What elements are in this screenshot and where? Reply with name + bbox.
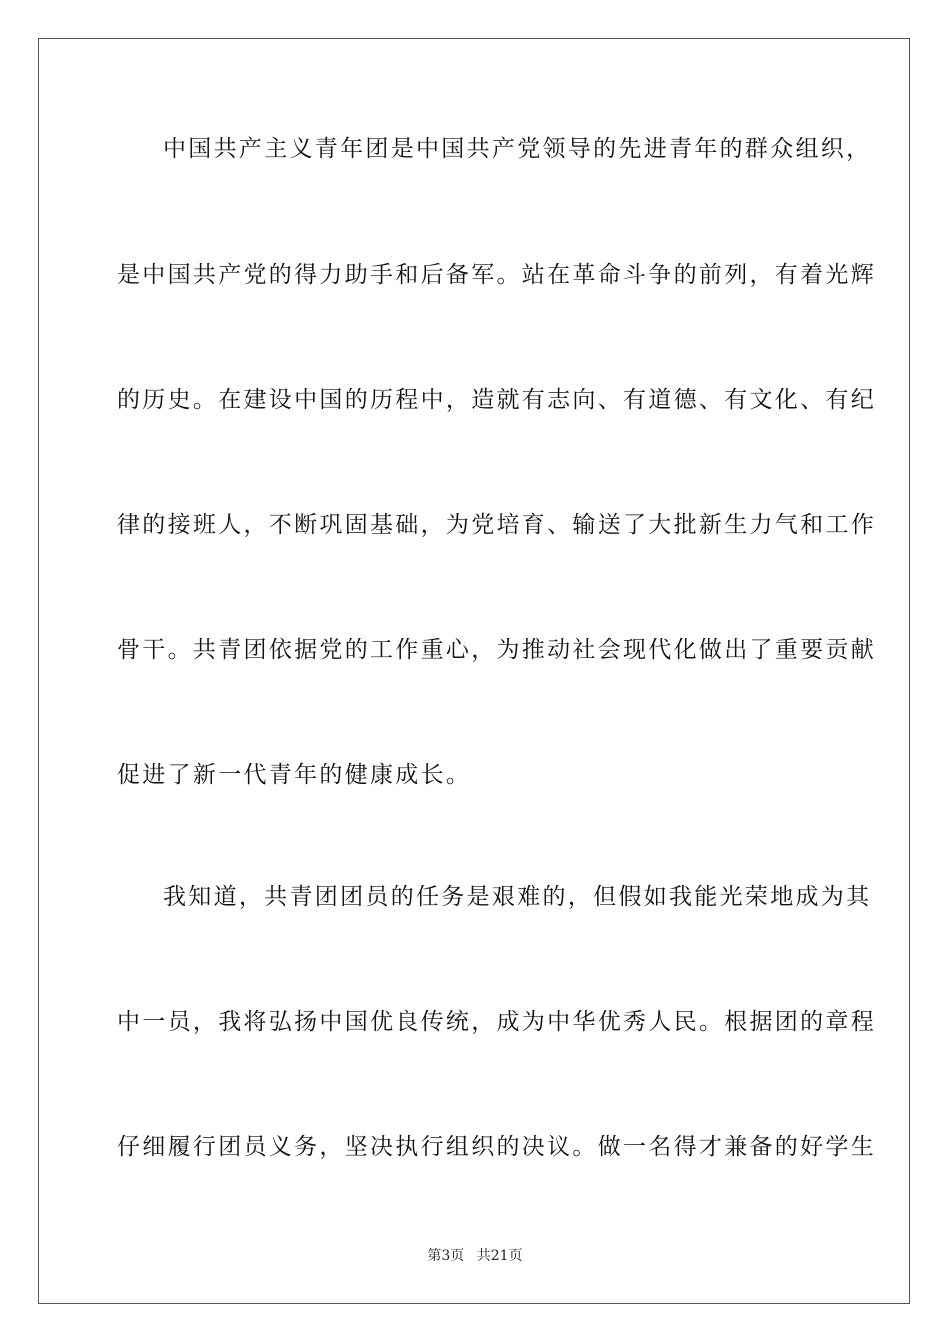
paragraph-line: 律的接班人，不断巩固基础，为党培育、输送了大批新生力气和工作 (117, 512, 876, 538)
paragraph-line: 促进了新一代青年的健康成长。 (117, 762, 472, 788)
paragraph-line: 中国共产主义青年团是中国共产党领导的先进青年的群众组织， (163, 136, 872, 162)
page-border (38, 38, 910, 1304)
total-page-count: 共21页 (476, 1248, 523, 1264)
paragraph-line: 骨干。共青团依据党的工作重心，为推动社会现代化做出了重要贡献 (117, 637, 876, 663)
current-page-number: 第3页 (427, 1248, 465, 1264)
paragraph-line: 我知道，共青团团员的任务是艰难的，但假如我能光荣地成为其 (163, 884, 872, 910)
paragraph-line: 是中国共产党的得力助手和后备军。站在革命斗争的前列，有着光辉 (117, 262, 876, 288)
page-footer (0, 1245, 950, 1265)
paragraph-line: 仔细履行团员义务，坚决执行组织的决议。做一名得才兼备的好学生 (117, 1134, 876, 1160)
paragraph-line: 的历史。在建设中国的历程中，造就有志向、有道德、有文化、有纪 (117, 387, 876, 413)
paragraph-line: 中一员，我将弘扬中国优良传统，成为中华优秀人民。根据团的章程 (117, 1009, 876, 1035)
